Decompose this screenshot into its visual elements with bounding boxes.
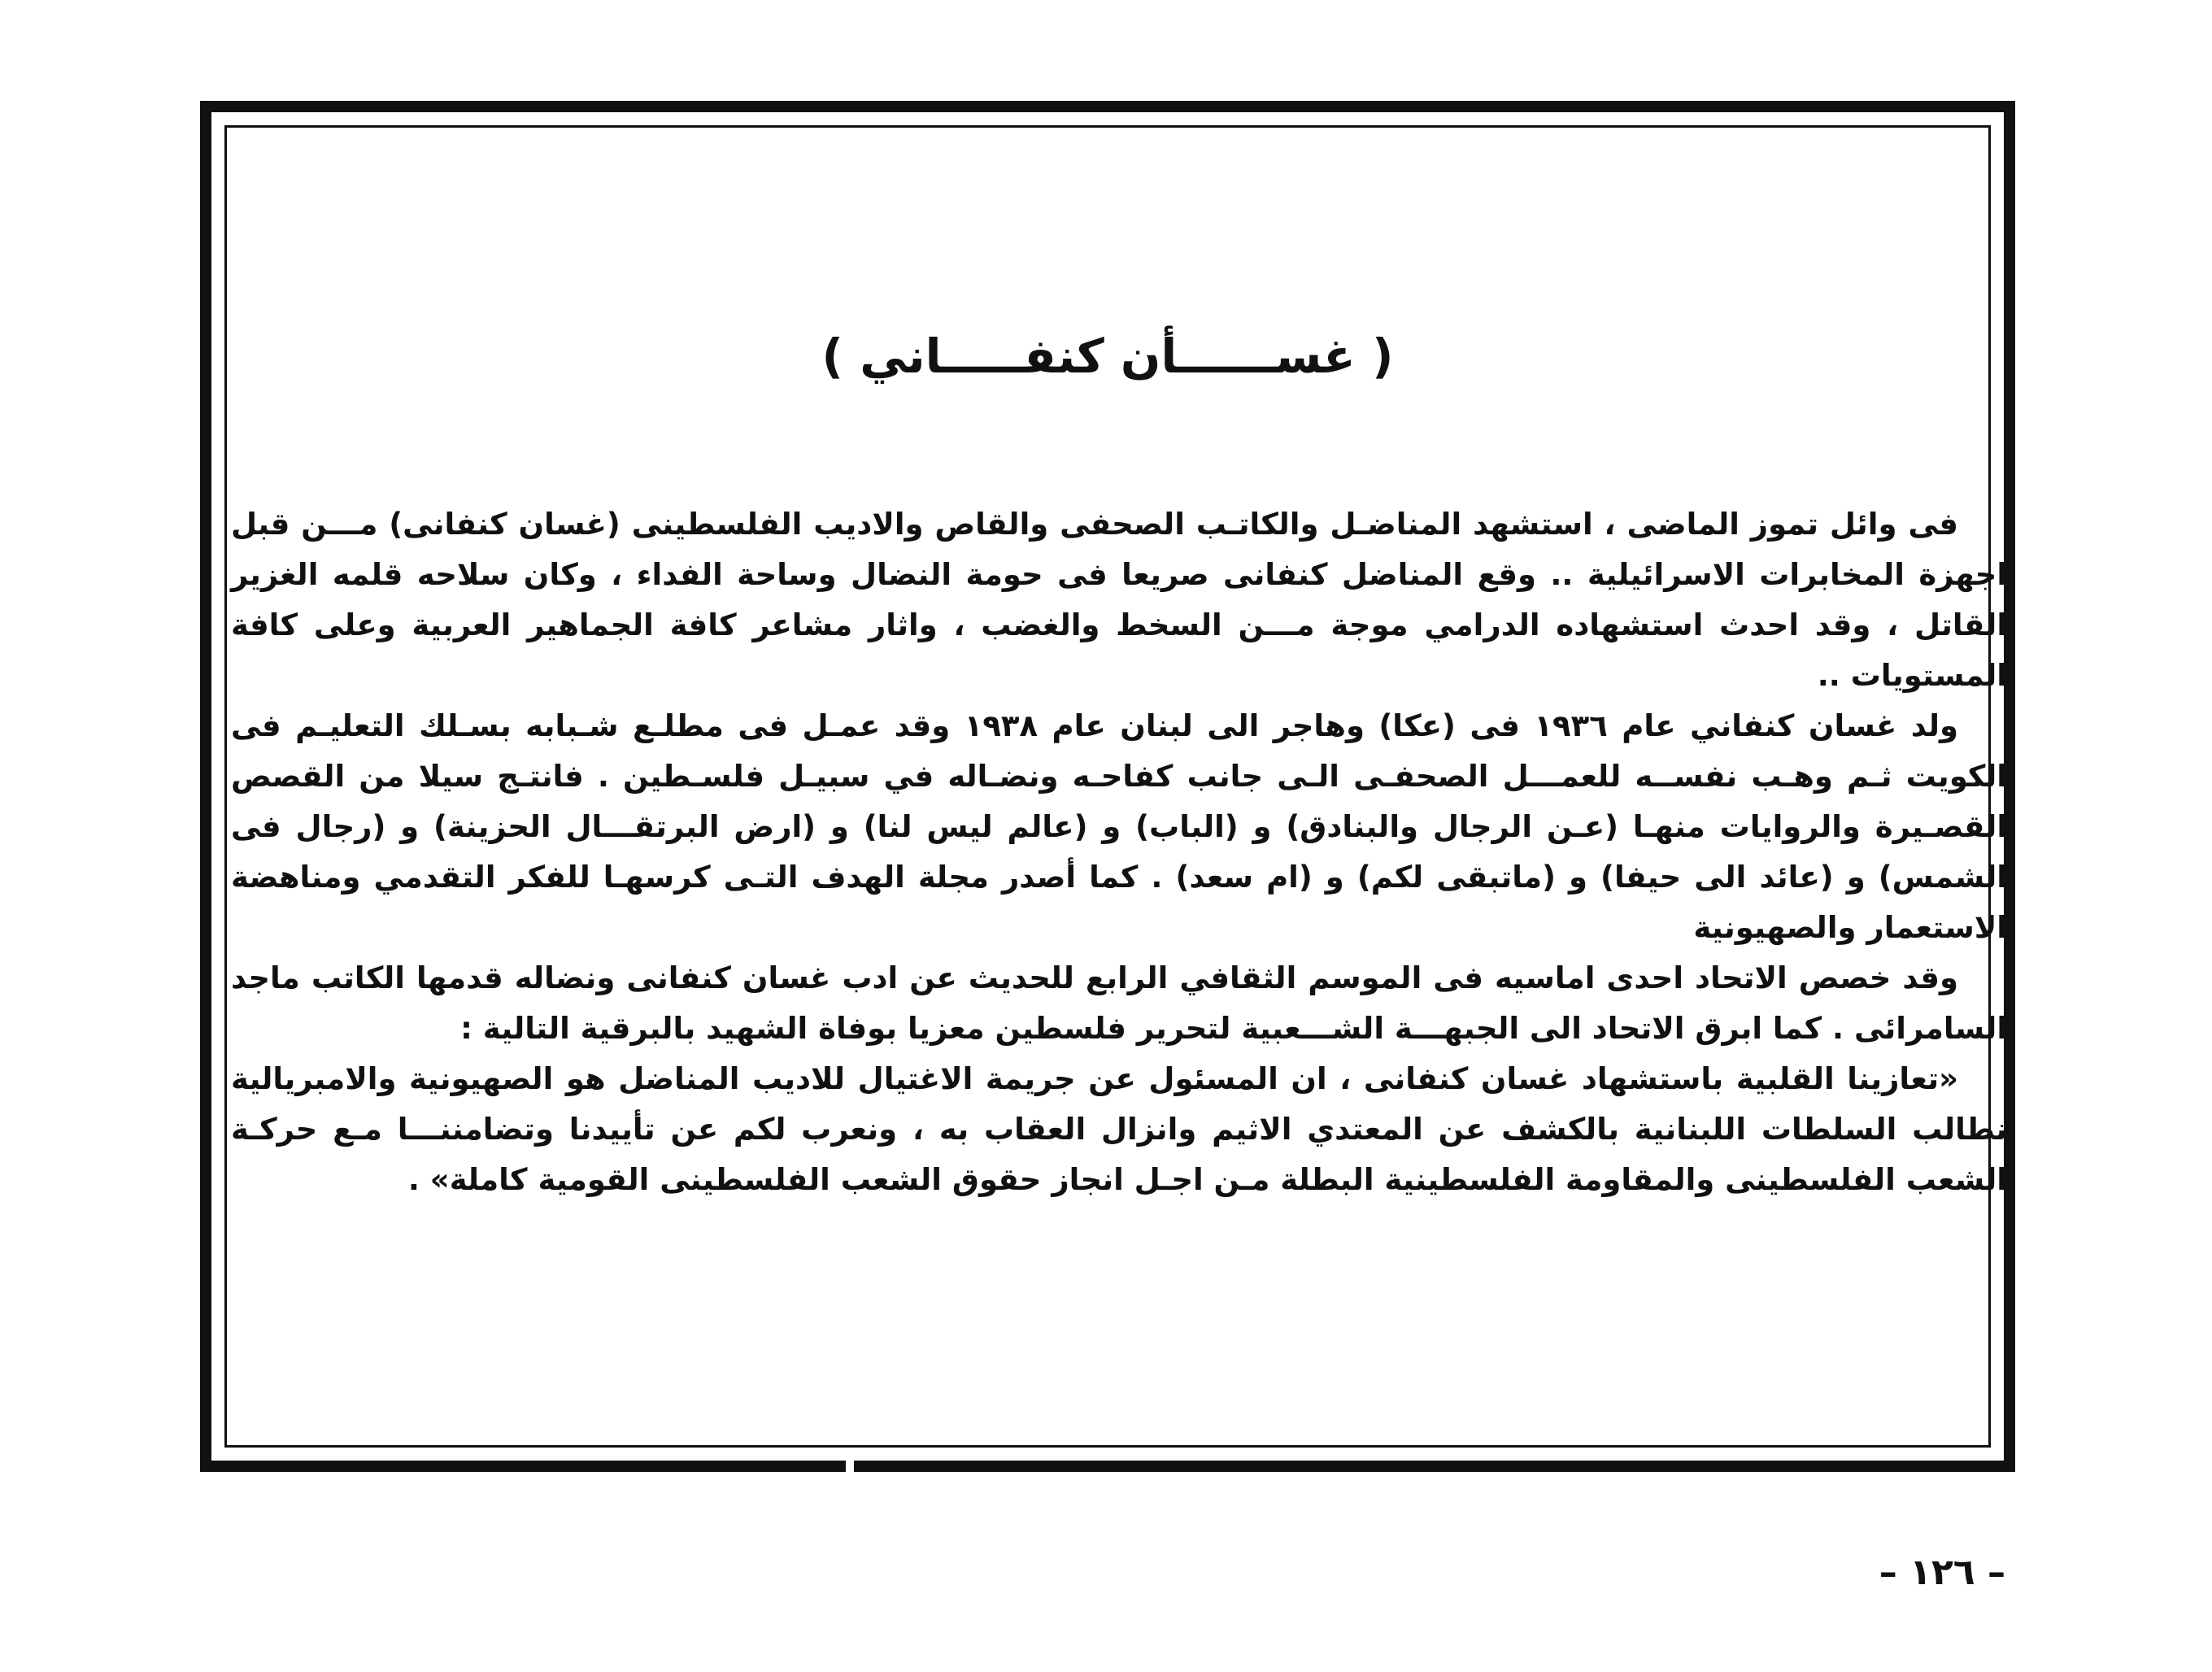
article-body <box>231 499 2007 1205</box>
paragraph-biography: ولد غسان كنفاني عام ١٩٣٦ فى (عكا) وهاجر الى لبنان عام ١٩٣٨ وقد عمـل فى مطلـع شـبابه بسـلك التعليـم فى الكويت ثـم وهـب نفســه للعمـــل الصحفـى الـى جانب كفاحـه ونضـاله في سبيـل فلسـطين . فانتـج سيلا من القصص القصـيرة والروايات منهـا (عـن الرجال والبنادق) و (الباب) و (عالم ليس لنا) و (ارض البرتقـــال الحزينة) و (رجال فى الشمس) و (عائد الى حيفا) و (ماتبقى لكم) و (ام سعد) . كما أصدر مجلة الهدف التـى كرسهـا للفكر التقدمي ومناهضة الاستعمار والصهيونية <box>231 708 2007 945</box>
paragraph-union-evening: وقد خصص الاتحاد احدى اماسيه فى الموسم الثقافي الرابع للحديث عن ادب غسان كنفانى ونضاله قدمها الكاتب ماجد السامرائى . كما ابرق الاتحاد الى الجبهـــة الشـــعبية لتحرير فلسطين معزيا بوفاة الشهيد بالبرقية التالية : <box>231 960 2007 1046</box>
paragraph-telegram: «تعازينا القلبية باستشهاد غسان كنفانى ، ان المسئول عن جريمة الاغتيال للاديب المناضل هو الصهيونية والامبريالية نطالب السلطات اللبنانية بالكشف عن المعتدي الاثيم وانزال العقاب به ، ونعرب لكم عن تأييدنا وتضامننـــا مـع حركـة الشعب الفلسطينى والمقاومة الفلسطينية البطلة مـن اجـل انجاز حقوق الشعب الفلسطينى القومية كاملة» . <box>231 1061 2007 1197</box>
paragraph-intro: فى وائل تموز الماضى ، استشهد المناضـل والكاتـب الصحفى والقاص والاديب الفلسطينى (غسان كنفانى) مـــن قبل اجهزة المخابرات الاسرائيلية .. وقع المناضل كنفانى صريعا فى حومة النضال وساحة الفداء ، وكان سلاحه قلمه الغزير القاتل ، وقد احدث استشهاده الدرامي موجة مـــن السخط والغضب ، واثار مشاعر كافة الجماهير العربية وعلى كافة المستويات .. <box>231 507 2007 693</box>
page-number: – ١٢٦ – <box>1879 1552 2005 1593</box>
border-gap <box>846 1461 854 1472</box>
page-title: ( غســــــأن كنفـــــاني ) <box>821 329 1394 384</box>
